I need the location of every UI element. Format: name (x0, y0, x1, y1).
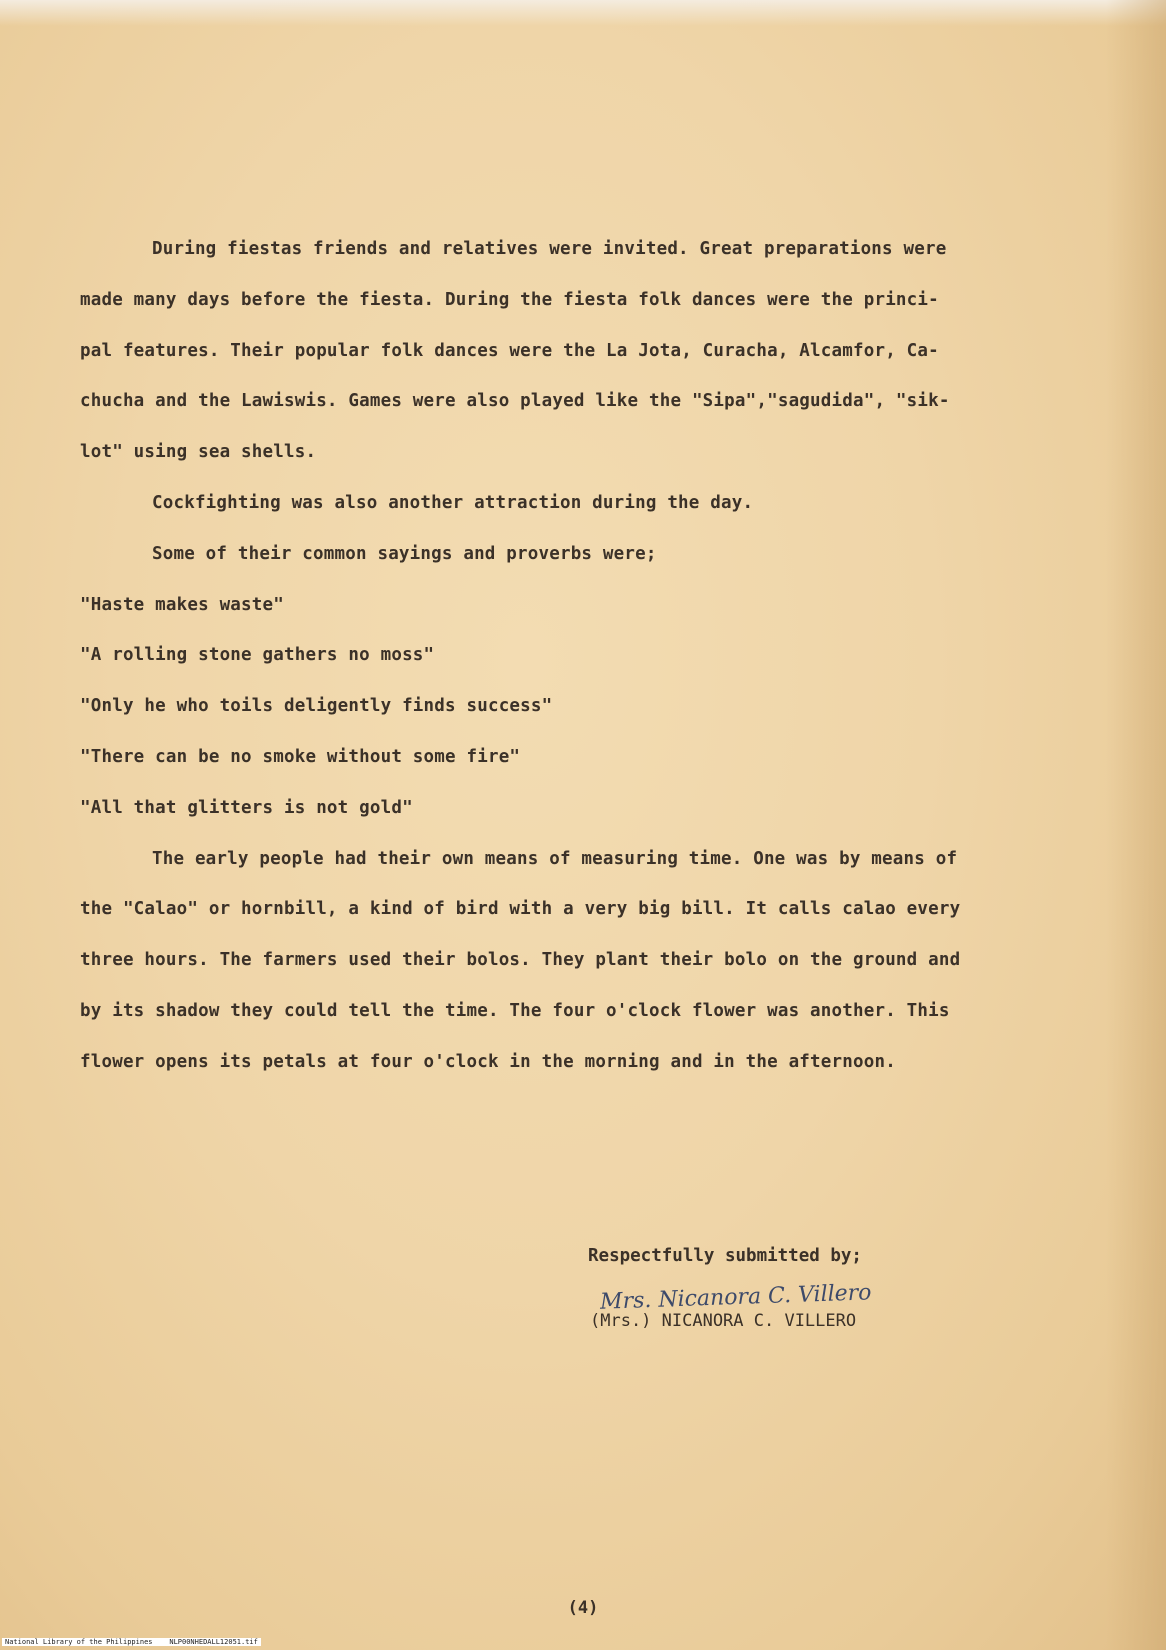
page-number: (4) (567, 1598, 599, 1618)
text-line: by its shadow they could tell the time. The four o'clock flower was another. This (80, 1000, 950, 1021)
text-line: the "Calao" or hornbill, a kind of bird with a very big bill. It calls calao every (80, 899, 961, 920)
typed-name: (Mrs.) NICANORA C. VILLERO (590, 1311, 857, 1331)
submitted-by-label: Respectfully submitted by; (588, 1246, 862, 1266)
text-line: "A rolling stone gathers no moss" (80, 645, 435, 666)
text-line: lot" using sea shells. (80, 442, 317, 463)
archive-footer: National Library of the Philippines NLP00NHEDALL12051.tif (2, 1638, 261, 1646)
text-line: Some of their common sayings and proverbs were; (152, 543, 657, 564)
text-line: made many days before the fiesta. During the fiesta folk dances were the princi- (80, 289, 939, 310)
text-line: chucha and the Lawiswis. Games were also played like the "Sipa","sagudida", "sik- (80, 391, 950, 412)
text-line: During fiestas friends and relatives were invited. Great preparations were (152, 239, 947, 259)
handwritten-signature: Mrs. Nicanora C. Villero (599, 1280, 872, 1315)
text-line: three hours. The farmers used their bolos. They plant their bolo on the ground and (80, 950, 961, 971)
text-line: flower opens its petals at four o'clock in the morning and in the afternoon. (80, 1051, 896, 1072)
text-line: "Only he who toils deligently finds success" (80, 696, 553, 717)
text-line: "There can be no smoke without some fire" (80, 746, 521, 767)
text-line: pal features. Their popular folk dances were the La Jota, Curacha, Alcamfor, Ca- (80, 340, 939, 361)
text-line: The early people had their own means of measuring time. One was by means of (152, 848, 958, 869)
document-body (80, 238, 1090, 1102)
text-line: "Haste makes waste" (80, 594, 284, 615)
text-line: "All that glitters is not gold" (80, 797, 413, 818)
text-line: Cockfighting was also another attraction during the day. (152, 492, 754, 513)
